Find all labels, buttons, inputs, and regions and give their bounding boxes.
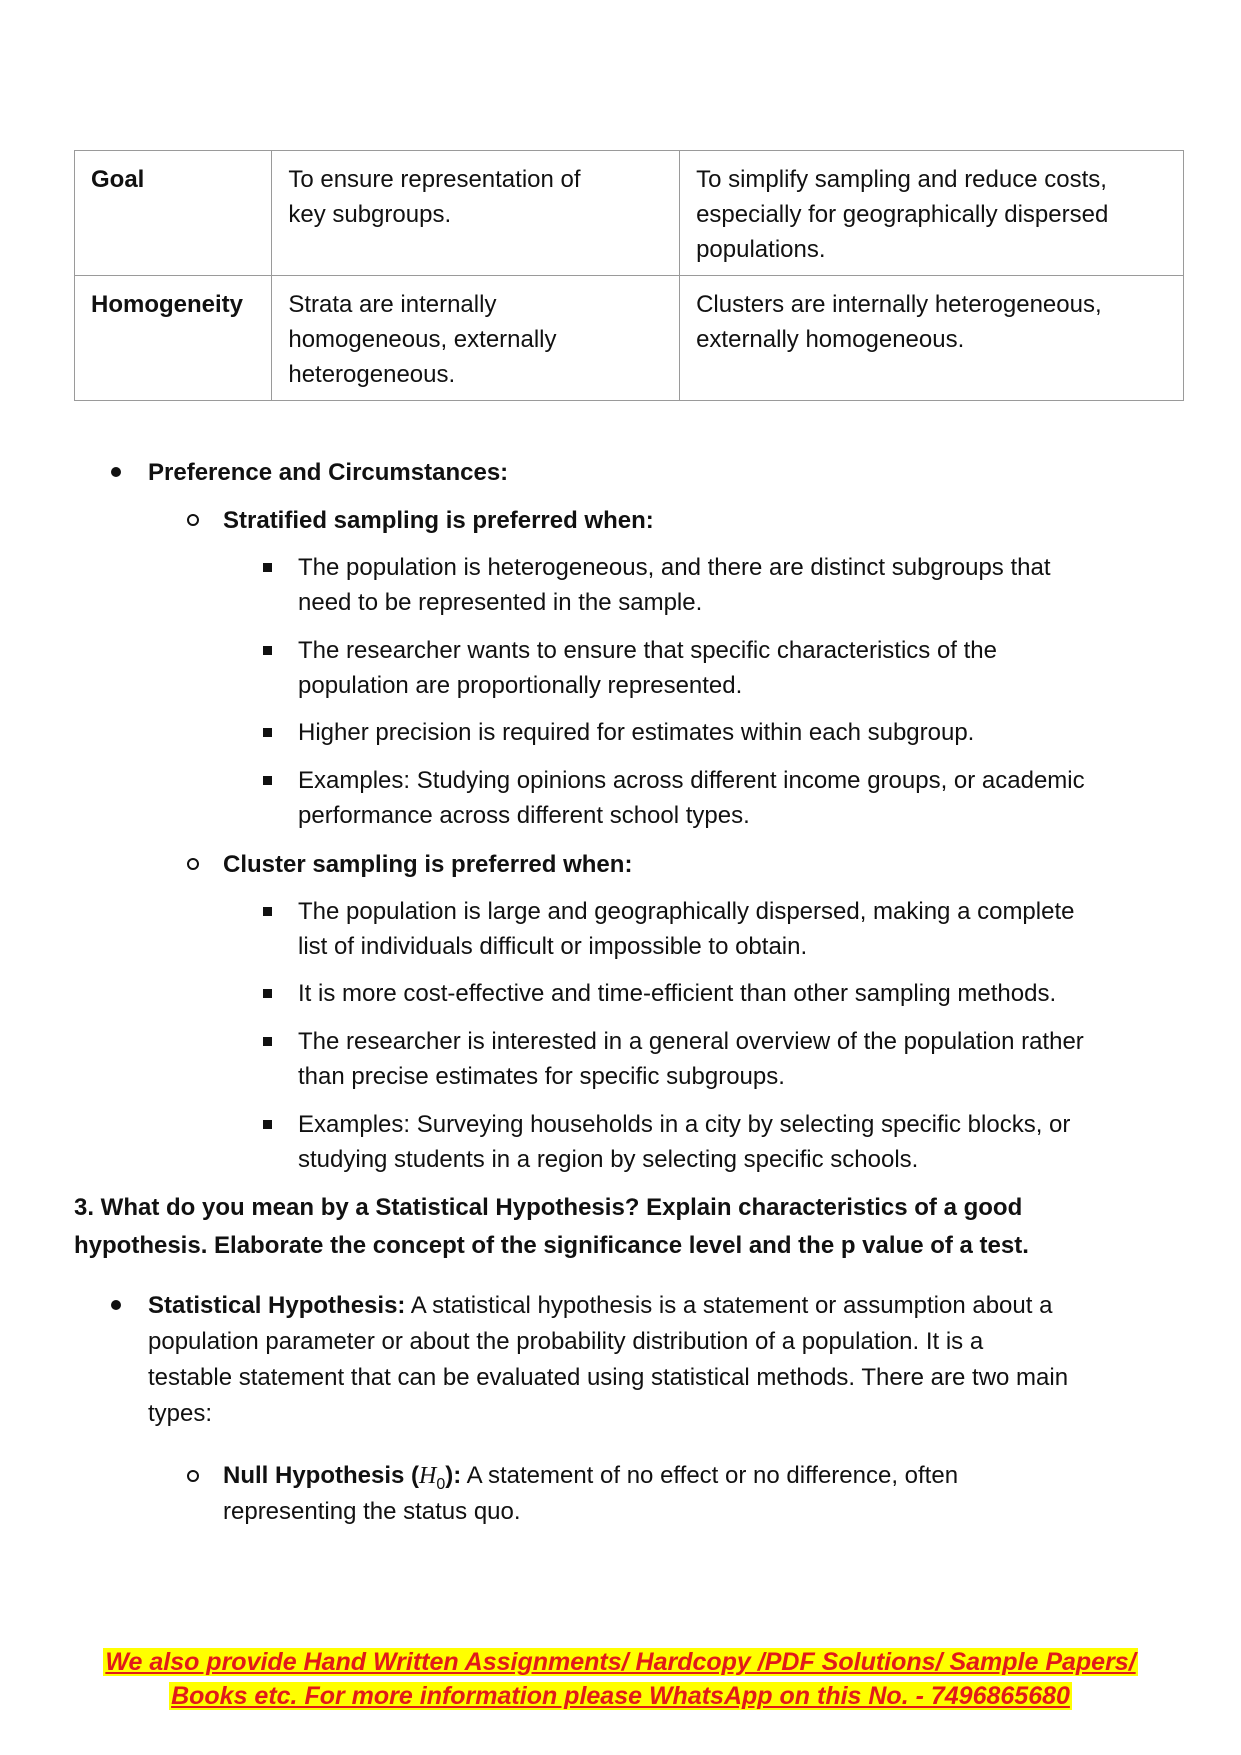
list-item: The researcher is interested in a general overview of the population rather — [298, 1028, 1084, 1055]
cell-line: populations. — [696, 236, 826, 263]
table-row — [75, 151, 1184, 276]
bullet-circle-icon — [187, 858, 199, 870]
bullet-square-icon — [263, 907, 272, 916]
promo-text: Books etc. For more information please WhatsApp on this No. - 7496865680 — [171, 1682, 1070, 1710]
list-item: The researcher wants to ensure that specific characteristics of the — [298, 637, 997, 664]
term-text: A statistical hypothesis is a statement or assumption about a — [410, 1292, 1053, 1319]
cell-line: especially for geographically dispersed — [696, 201, 1109, 228]
cell-line: Clusters are internally heterogeneous, — [696, 291, 1102, 318]
list-item: It is more cost-effective and time-efficient than other sampling methods. — [298, 980, 1057, 1007]
bullet-square-icon — [263, 776, 272, 785]
bullet-disc-icon — [111, 1300, 121, 1310]
comparison-table — [74, 150, 1184, 401]
term-label-suffix: ): — [445, 1462, 462, 1489]
promo-line — [0, 1679, 1241, 1713]
paragraph-line — [148, 1288, 1052, 1323]
stratified-cell — [272, 276, 680, 401]
cell-line: To ensure representation of — [288, 166, 581, 193]
term-label: Statistical Hypothesis: — [148, 1292, 406, 1319]
subsection-title-stratified: Stratified sampling is preferred when: — [223, 507, 654, 534]
cell-line: key subgroups. — [288, 201, 452, 228]
section-title: Preference and Circumstances: — [148, 459, 509, 486]
list-item: list of individuals difficult or impossible to obtain. — [298, 933, 808, 960]
list-item: performance across different school types. — [298, 802, 750, 829]
cluster-cell — [680, 151, 1184, 276]
bullet-square-icon — [263, 1037, 272, 1046]
bullet-square-icon — [263, 989, 272, 998]
bullet-circle-icon — [187, 514, 199, 526]
symbol-h: H — [419, 1463, 437, 1489]
list-item: The population is large and geographically dispersed, making a complete — [298, 898, 1075, 925]
promo-line — [0, 1645, 1241, 1679]
promo-text: We also provide Hand Written Assignments/ Hardcopy /PDF Solutions/ Sample Papers/ — [105, 1648, 1136, 1676]
paragraph-line: population parameter or about the probability distribution of a population. It is a — [148, 1328, 984, 1355]
list-item: Higher precision is required for estimates within each subgroup. — [298, 719, 975, 746]
question-heading: 3. What do you mean by a Statistical Hypothesis? Explain characteristics of a good — [74, 1194, 1023, 1221]
term-text: A statement of no effect or no difference, often — [466, 1462, 959, 1489]
table-row — [75, 276, 1184, 401]
list-item: population are proportionally represented. — [298, 672, 743, 699]
cell-line: externally homogeneous. — [696, 326, 965, 353]
symbol-subscript: 0 — [436, 1475, 446, 1493]
stratified-cell — [272, 151, 680, 276]
list-item: Examples: Surveying households in a city by selecting specific blocks, or — [298, 1111, 1071, 1138]
list-item: studying students in a region by selecting specific schools. — [298, 1146, 919, 1173]
cluster-cell — [680, 276, 1184, 401]
list-item: The population is heterogeneous, and there are distinct subgroups that — [298, 554, 1051, 581]
term-label — [223, 1462, 462, 1493]
subsection-title-cluster: Cluster sampling is preferred when: — [223, 851, 633, 878]
list-item: Examples: Studying opinions across different income groups, or academic — [298, 767, 1085, 794]
cell-line: homogeneous, externally — [288, 326, 557, 353]
list-item: than precise estimates for specific subgroups. — [298, 1063, 785, 1090]
bullet-circle-icon — [187, 1470, 199, 1482]
bullet-square-icon — [263, 728, 272, 737]
paragraph-line: representing the status quo. — [223, 1498, 521, 1525]
question-heading: hypothesis. Elaborate the concept of the significance level and the p value of a test. — [74, 1232, 1029, 1259]
cell-line: heterogeneous. — [288, 361, 456, 388]
paragraph-line: testable statement that can be evaluated using statistical methods. There are two main — [148, 1364, 1069, 1391]
row-label: Homogeneity — [75, 276, 272, 401]
bullet-square-icon — [263, 563, 272, 572]
bullet-disc-icon — [111, 467, 121, 477]
cell-line: Strata are internally — [288, 291, 497, 318]
paragraph-line: types: — [148, 1400, 213, 1427]
term-label-prefix: Null Hypothesis ( — [223, 1462, 420, 1489]
bullet-square-icon — [263, 1120, 272, 1129]
row-label: Goal — [75, 151, 272, 276]
cell-line: To simplify sampling and reduce costs, — [696, 166, 1107, 193]
bullet-square-icon — [263, 646, 272, 655]
list-item: need to be represented in the sample. — [298, 589, 703, 616]
